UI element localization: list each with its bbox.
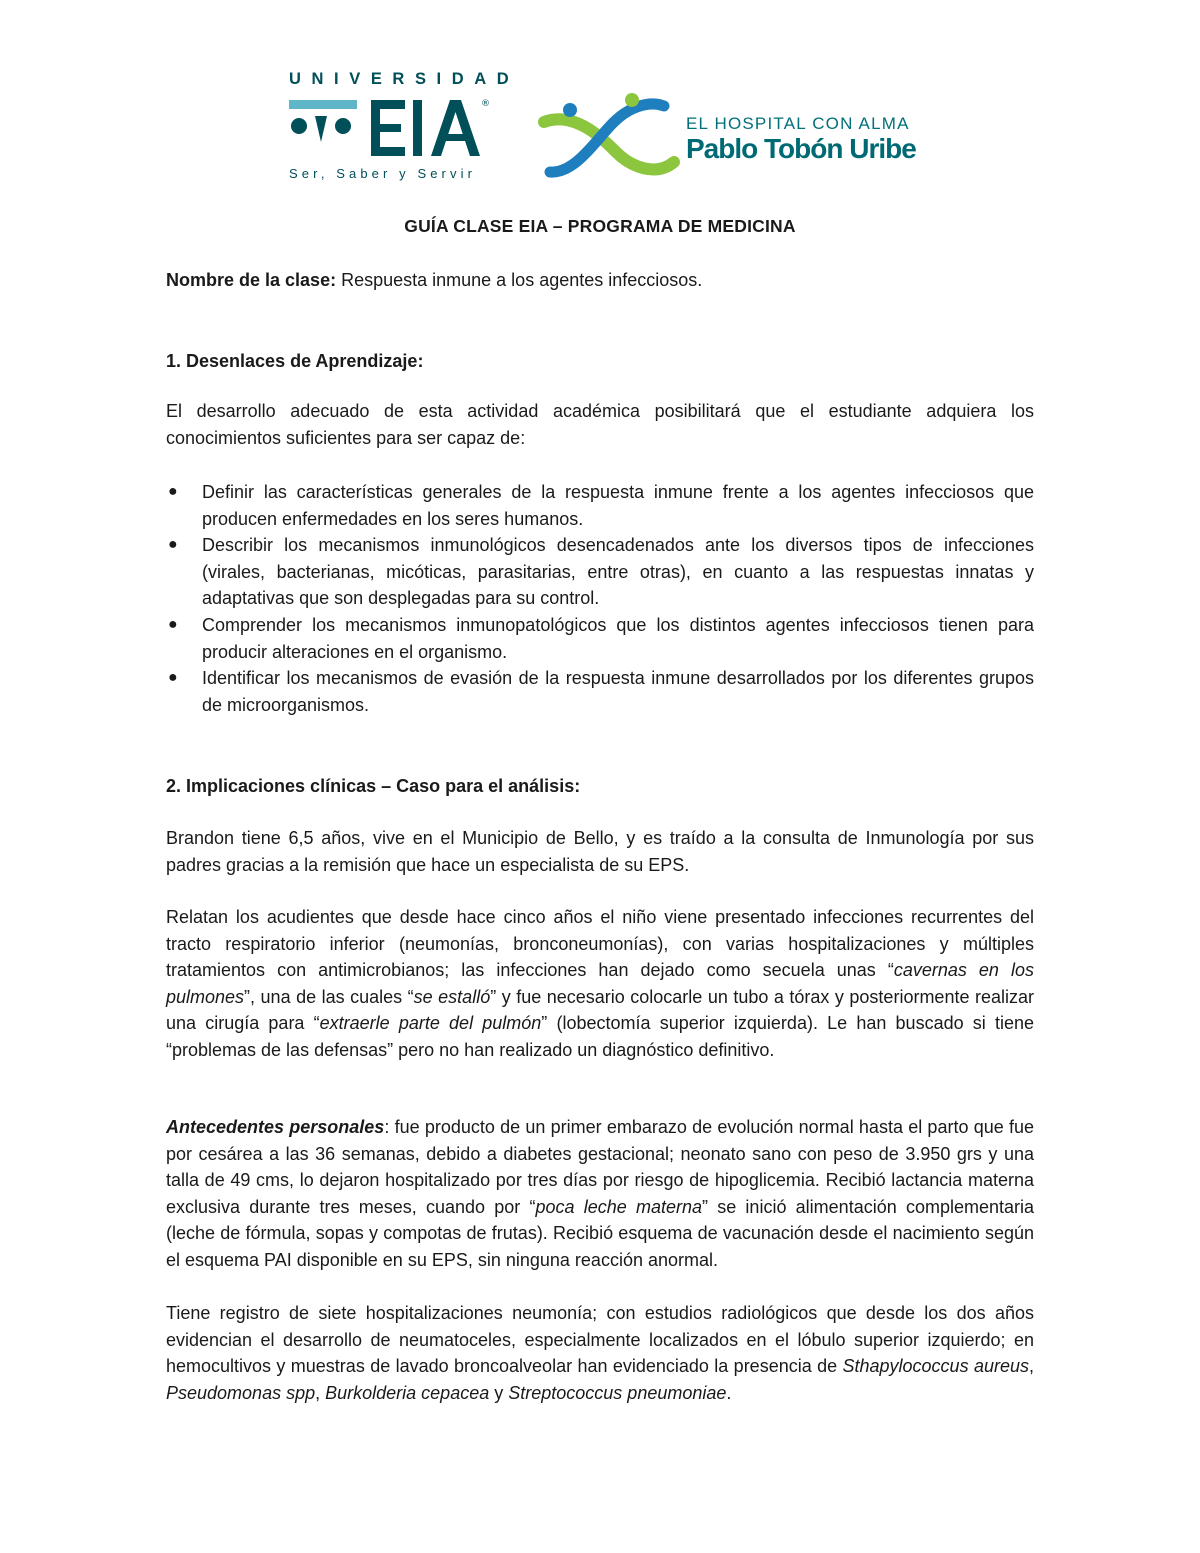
case-history-text: ”, una de las cuales “ [244,986,414,1007]
personal-history-text: ” se inició alimentación complementaria (leche de fórmula, sopas y compotas de frutas). Recibió esquema de vacunación desde el nacimiento según el esquema PAI disponible en su EPS, sin ninguna reacción anormal. [166,1196,1034,1270]
separator-text: , [1028,1356,1034,1377]
list-item [166,612,1034,665]
separator-text: , [315,1382,326,1403]
organism-name: Burkolderia cepacea [325,1382,490,1403]
section1-heading: 1. Desenlaces de Aprendizaje: [166,351,424,371]
hospital-name: Pablo Tobón Uribe [686,133,916,164]
case-history-quote: extraerle parte del pulmón [319,1013,542,1034]
hospital-logo-mark [536,92,681,184]
list-item [166,532,1034,612]
case-history-quote: se estalló [413,986,491,1007]
eia-logo-motto: Ser, Saber y Servir [289,166,476,181]
class-name-label: Nombre de la clase: [166,270,337,290]
personal-history-quote: poca leche materna [535,1196,702,1217]
organism-name: Sthapylococcus aureus [842,1356,1029,1377]
organism-name: Pseudomonas spp [166,1382,316,1403]
case-history-quote: cavernas en los pulmones [166,960,1034,1007]
organism-name: Streptococcus pneumoniae [508,1382,727,1403]
hospitalizations-paragraph [166,1300,1034,1406]
personal-history-text: : fue producto de un primer embarazo de evolución normal hasta el parto que fue por cesárea a las 36 semanas, debido a diabetes gestacional; neonato sano con peso de 3.950 grs y una talla de 49 cms, lo dejaron hospitalizado por tres días por riesgo de hipoglicemia. Recibió lactancia materna exclusiva durante tres meses, cuando por “ [166,1117,1034,1217]
objectives-list [166,479,1034,718]
eia-logo [285,70,520,185]
objective-text: Identificar los mecanismos de evasión de la respuesta inmune desarrollados por los diferentes grupos de microorganismos. [202,668,1034,715]
personal-history-paragraph [166,1114,1034,1274]
eia-registered-mark: ® [481,99,490,109]
hospitalizations-text: Tiene registro de siete hospitalizaciones neumonía; con estudios radiológicos que desde los dos años evidencian el desarrollo de neumatoceles, especialmente localizados en el lóbulo superior izquierdo; en hemocultivos y muestras de lavado broncoalveolar han evidenciado la presencia de [166,1303,1034,1377]
hospital-logo [536,92,916,184]
section1-intro: El desarrollo adecuado de esta actividad académica posibilitará que el estudiante adquiera los conocimientos suficientes para ser capaz de: [166,401,1034,448]
class-name-value: Respuesta inmune a los agentes infecciosos. [336,270,703,290]
case-history-text: ” y fue necesario colocarle un tubo a tórax y posteriormente realizar una cirugía para “ [166,986,1034,1034]
separator-text: . [726,1382,732,1403]
case-history-text: Relatan los acudientes que desde hace cinco años el niño viene presentado infecciones recurrentes del tracto respiratorio inferior (neumonías, bronconeumonías), con varias hospitalizaciones y múltiples tratamientos con antimicrobianos; las infecciones han dejado como secuela unas “ [166,907,1034,981]
personal-history-label: Antecedentes personales [166,1117,385,1137]
list-item [166,665,1034,718]
hospital-tagline: EL HOSPITAL CON ALMA [686,114,910,133]
case-history-paragraph [166,904,1034,1064]
objective-text: Describir los mecanismos inmunológicos desencadenados ante los diversos tipos de infecciones (virales, bacterianas, micóticas, parasitarias, entre otras), en cuanto a las respuestas innatas y adaptativas que son desplegadas para su control. [202,535,1034,609]
bullet-icon: ● [168,536,178,554]
eia-logo-university-text: UNIVERSIDAD [289,70,520,88]
case-intro-paragraph: Brandon tiene 6,5 años, vive en el Municipio de Bello, y es traído a la consulta de Inmunología por sus padres gracias a la remisión que hace un especialista de su EPS. [166,828,1034,875]
section2-heading: 2. Implicaciones clínicas – Caso para el análisis: [166,776,581,796]
list-item [166,479,1034,532]
bullet-icon: ● [168,483,178,500]
class-name-line [166,267,1034,294]
objective-text: Definir las características generales de la respuesta inmune frente a los agentes infecciosos que producen enfermedades en los seres humanos. [202,482,1034,529]
bullet-icon: ● [168,669,178,687]
eia-logo-mark [285,94,495,166]
case-history-text: ” (lobectomía superior izquierda). Le han buscado si tiene “problemas de las defensas” pero no han realizado un diagnóstico definitivo. [166,1013,1034,1060]
bullet-icon: ● [168,615,178,633]
separator-text: y [489,1382,509,1403]
document-title: GUÍA CLASE EIA – PROGRAMA DE MEDICINA [404,216,796,236]
objective-text: Comprender los mecanismos inmunopatológicos que los distintos agentes infecciosos tienen para producir alteraciones en el organismo. [202,614,1034,662]
